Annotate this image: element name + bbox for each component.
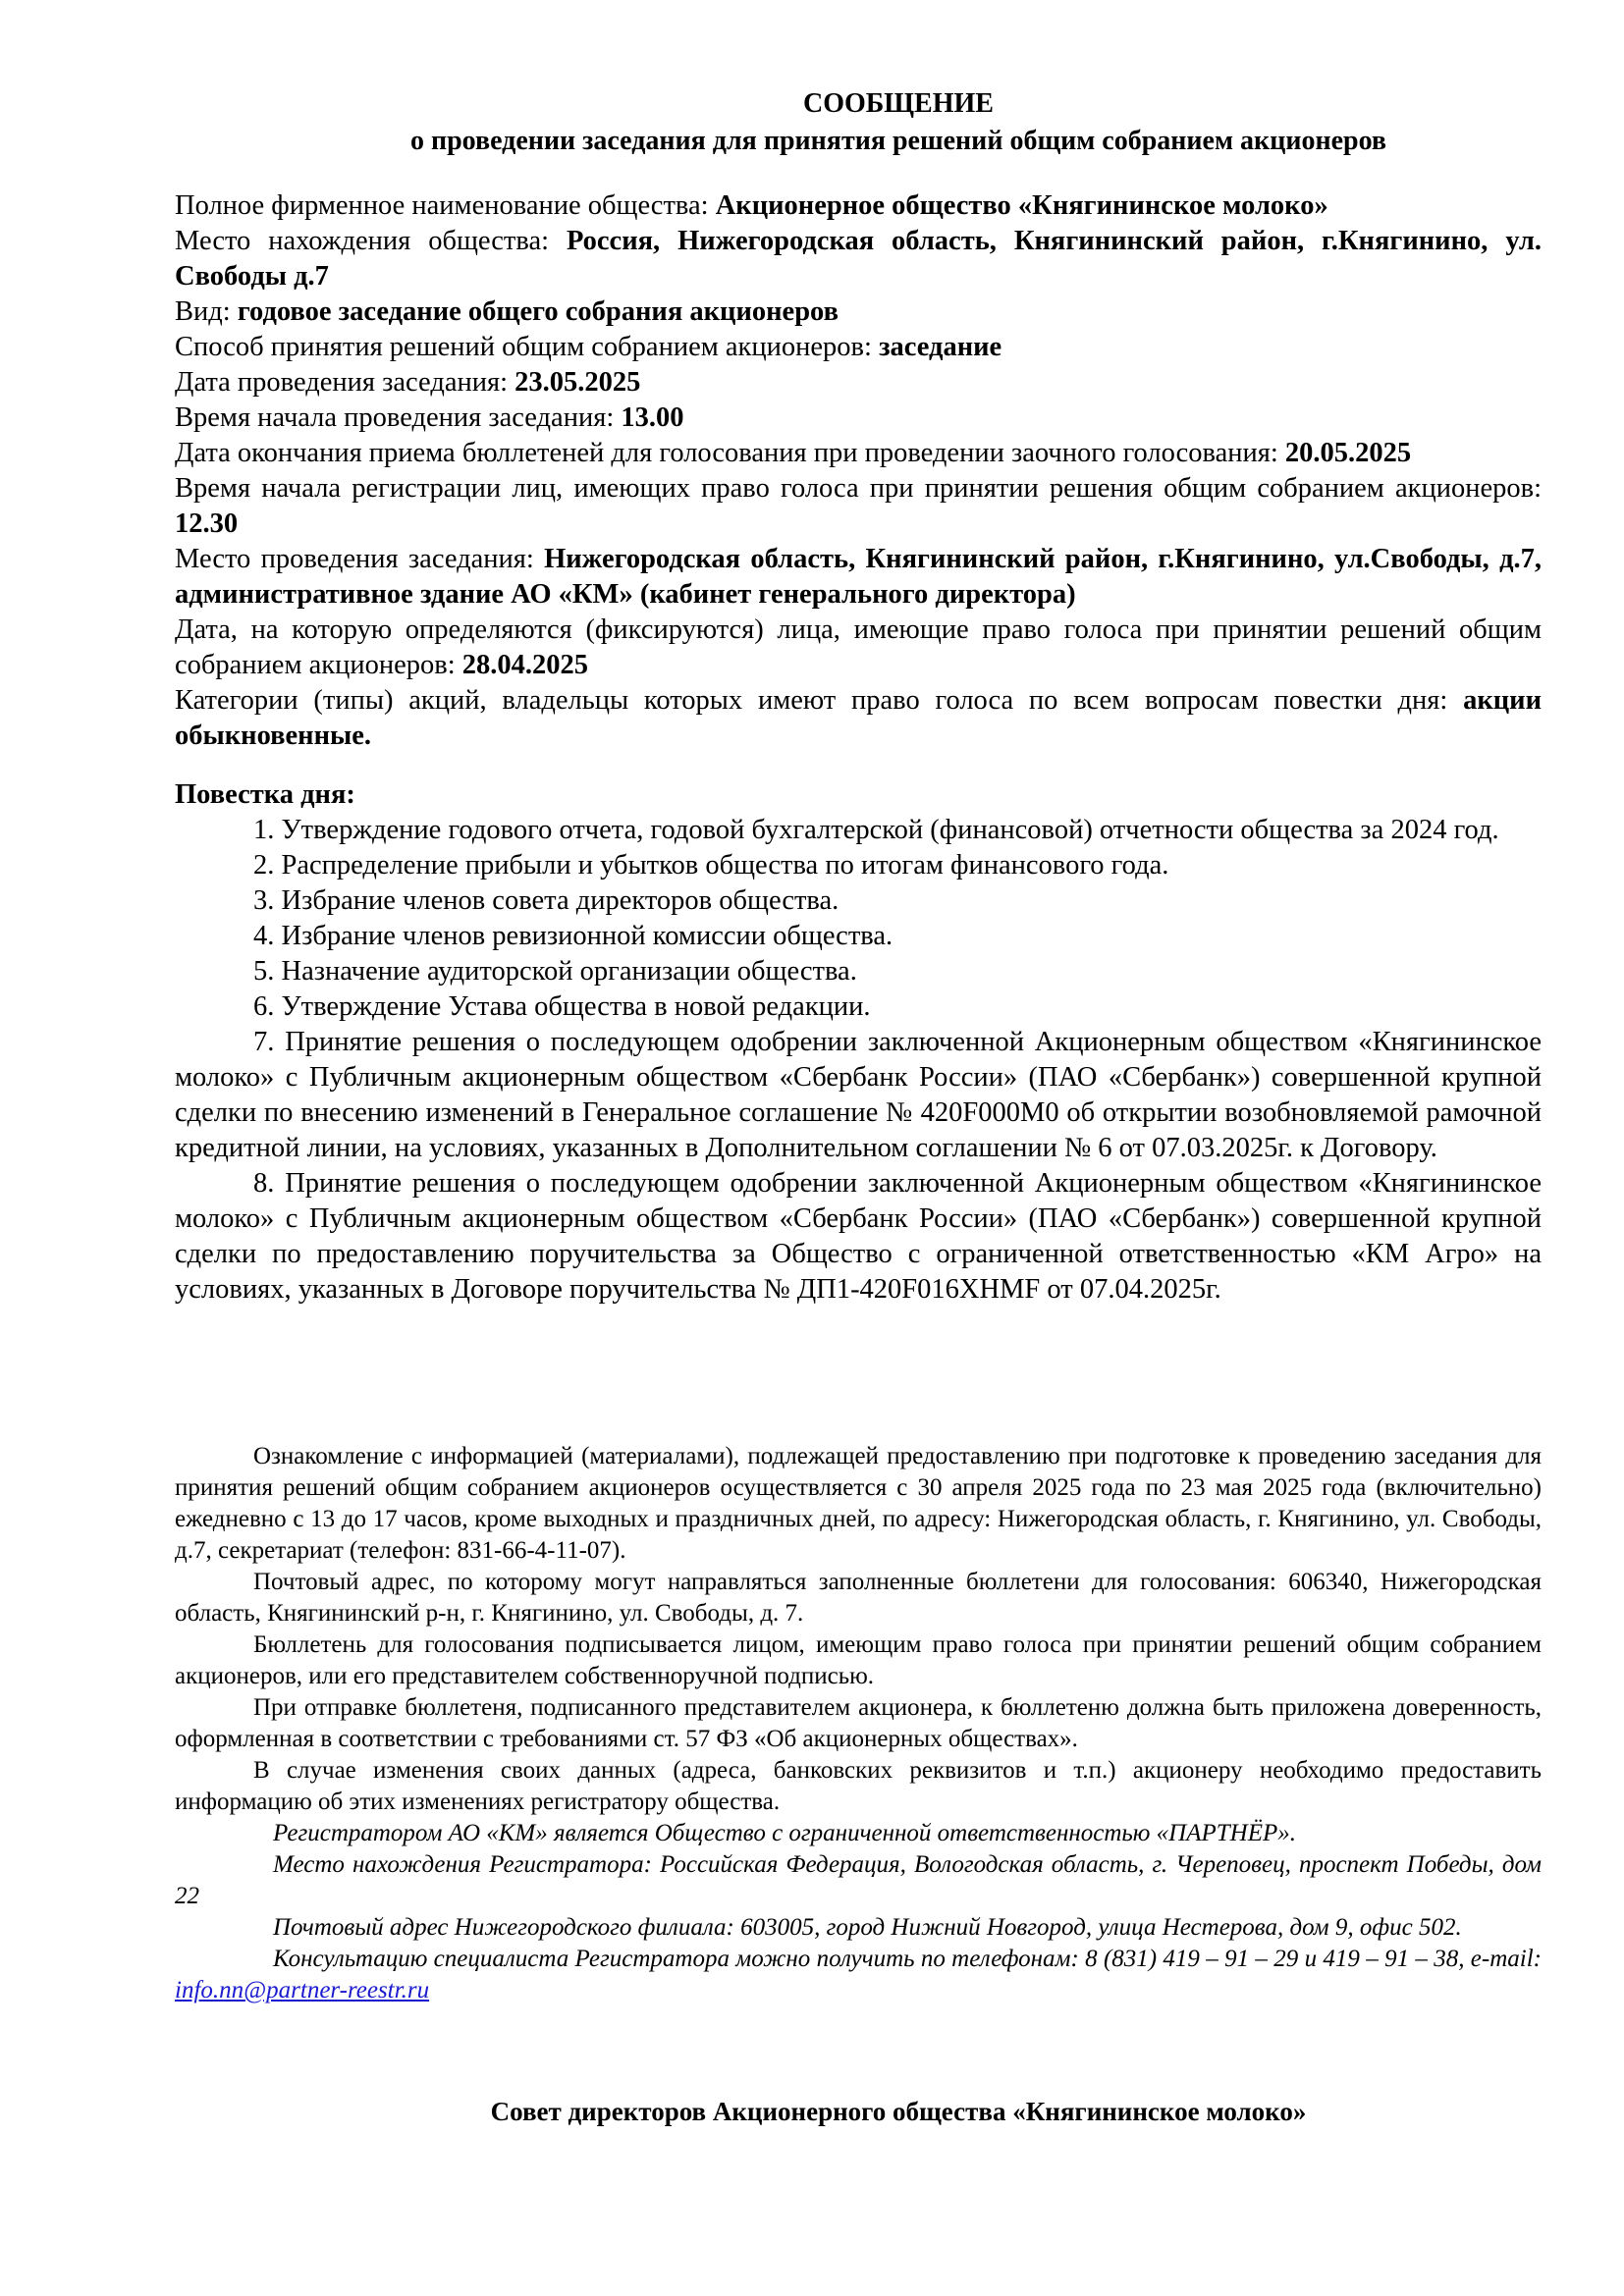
agenda-item: 6. Утверждение Устава общества в новой редакции. [253, 991, 871, 1022]
detail-ballot-deadline: Дата окончания приема бюллетеней для голосования при проведении заочного голосования: 20.05.2025 [175, 438, 1412, 468]
registrar-consultation: Консультацию специалиста Регистратора можно получить по телефонам: 8 (831) 419 – 91 – 29 и 419 – 91 – 38, e-mail: info.nn@partner-reestr.ru [175, 1946, 1542, 2003]
info-paragraph: При отправке бюллетеня, подписанного представителем акционера, к бюллетеню должна быть приложена доверенность, оформленная в соответствии с требованиями ст. 57 ФЗ «Об акционерных обществах». [175, 1694, 1542, 1752]
info-paragraph: Почтовый адрес, по которому могут направляться заполненные бюллетени для голосования: 606340, Нижегородская область, Княгининский р-н, г. Княгинино, ул. Свободы, д. 7. [175, 1569, 1542, 1627]
agenda-item: 5. Назначение аудиторской организации общества. [253, 956, 857, 987]
agenda-item: 2. Распределение прибыли и убытков общества по итогам финансового года. [253, 850, 1169, 881]
detail-registration-time: Время начала регистрации лиц, имеющих право голоса при принятии решения общим собранием акционеров: 12.30 [175, 473, 1542, 539]
detail-date: Дата проведения заседания: 23.05.2025 [175, 367, 641, 398]
information-section [175, 1441, 1542, 2006]
detail-location: Место нахождения общества: Россия, Нижегородская область, Княгининский район, г.Княгинино, ул. Свободы д.7 [175, 226, 1542, 292]
agenda [175, 777, 1542, 1308]
detail-venue: Место проведения заседания: Нижегородская область, Княгининский район, г.Княгинино, ул.Свободы, д.7, административное здание АО «КМ» (кабинет генерального директора) [175, 544, 1542, 610]
registrar-info: Регистратором АО «КМ» является Общество с ограниченной ответственностью «ПАРТНЁР». [273, 1820, 1297, 1846]
detail-method: Способ принятия решений общим собранием акционеров: заседание [175, 332, 1002, 362]
agenda-item: 8. Принятие решения о последующем одобрении заключенной Акционерным обществом «Княгининское молоко» с Публичным акционерным обществом «Сбербанк России» (ПАО «Сбербанк») совершенной крупной сделки по предоставлению поручительства за Общество с ограниченной ответственностью «КМ Агро» на условиях, указанных в Договоре поручительства № ДП1-420F016XHMF от 07.04.2025г. [175, 1168, 1542, 1305]
agenda-item: 7. Принятие решения о последующем одобрении заключенной Акционерным обществом «Княгининское молоко» с Публичным акционерным обществом «Сбербанк России» (ПАО «Сбербанк») совершенной крупной сделки по внесению изменений в Генеральное соглашение № 420F000M0 об открытии возобновляемой рамочной кредитной линии, на условиях, указанных в Дополнительном соглашении № 6 от 07.03.2025г. к Договору. [175, 1027, 1542, 1163]
detail-share-categories: Категории (типы) акций, владельцы которых имеют право голоса по всем вопросам повестки дня: акции обыкновенные. [175, 685, 1542, 751]
detail-type: Вид: годовое заседание общего собрания акционеров [175, 296, 839, 327]
registrar-email-link[interactable]: info.nn@partner-reestr.ru [175, 1977, 430, 2003]
info-paragraph: Бюллетень для голосования подписывается лицом, имеющим право голоса при принятии решений общим собранием акционеров, или его представителем собственноручной подписью. [175, 1631, 1542, 1689]
signature: Совет директоров Акционерного общества «Княгининское молоко» [490, 2097, 1307, 2126]
info-paragraph: Ознакомление с информацией (материалами), подлежащей предоставлению при подготовке к проведению заседания для принятия решений общим собранием акционеров осуществляется с 30 апреля 2025 года по 23 мая 2025 года (включительно) ежедневно с 13 до 17 часов, кроме выходных и праздничных дней, по адресу: Нижегородская область, г. Княгинино, ул. Свободы, д.7, секретариат (телефон: 831-66-4-11-07). [175, 1443, 1542, 1564]
agenda-heading: Повестка дня: [175, 779, 355, 810]
agenda-item: 1. Утверждение годового отчета, годовой бухгалтерской (финансовой) отчетности общества за 2024 год. [253, 815, 1499, 845]
detail-full-name: Полное фирменное наименование общества: Акционерное общество «Княгининское молоко» [175, 190, 1328, 221]
registrar-postal-address: Почтовый адрес Нижегородского филиала: 603005, город Нижний Новгород, улица Нестерова, дом 9, офис 502. [273, 1914, 1462, 1941]
document-title: СООБЩЕНИЕ [803, 88, 994, 119]
document-subtitle: о проведении заседания для принятия решений общим собранием акционеров [409, 126, 1387, 156]
agenda-item: 4. Избрание членов ревизионной комиссии общества. [253, 921, 893, 951]
registrar-location: Место нахождения Регистратора: Российская Федерация, Вологодская область, г. Череповец, проспект Победы, дом 22 [175, 1851, 1542, 1909]
detail-record-date: Дата, на которую определяются (фиксируются) лица, имеющие право голоса при принятии решений общим собранием акционеров: 28.04.2025 [175, 614, 1542, 680]
meeting-details [175, 188, 1542, 754]
detail-start-time: Время начала проведения заседания: 13.00 [175, 402, 684, 433]
info-paragraph: В случае изменения своих данных (адреса, банковских реквизитов и т.п.) акционеру необходимо предоставить информацию об этих изменениях регистратору общества. [175, 1757, 1542, 1815]
agenda-item: 3. Избрание членов совета директоров общества. [253, 885, 839, 916]
